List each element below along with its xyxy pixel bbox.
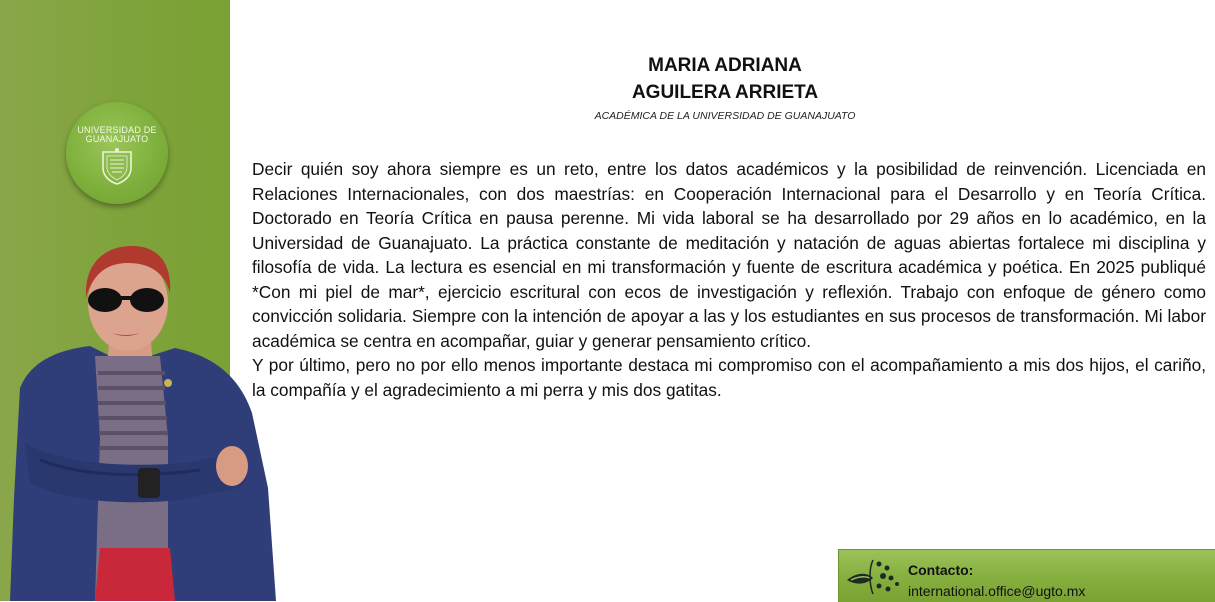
bio-paragraph-1: Decir quién soy ahora siempre es un reto, entre los datos académicos y la posibilidad de reinvención. Licenciada en Relaciones Internacionales, con dos maestrías: en Cooperación Internacional para el Desarrollo y en Teoría Crítica. Doctorado en Teoría Crítica en pausa perenne. Mi vida laboral se ha desarrollado por 29 años en lo académico, en la Universidad de Guanajuato. La práctica constante de meditación y natación de aguas abiertas fortalece mi disciplina y filosofía de vida. La lectura es esencial en mi transformación y fuente de escritura académica y poética. En 2025 publiqué *Con mi piel de mar*, ejercicio escritural con ecos de investigación y reflexión. Trabajo con enfoque de género como convicción solidaria. Siempre con la intención de apoyar a las y los estudiantes en sus procesos de transformación. Mi labor académica se centra en acompañar, guiar y generar pensamiento crítico. xyxy=(252,159,1206,351)
profile-role: ACADÉMICA DE LA UNIVERSIDAD DE GUANAJUATO xyxy=(594,110,856,122)
contact-email[interactable]: international.office@ugto.mx xyxy=(908,583,1086,599)
bio-paragraph-2: Y por último, pero no por ello menos importante destaca mi compromiso con el acompañamiento a mis dos hijos, el cariño, la compañía y el agradecimiento a mi perra y mis dos gatitas. xyxy=(252,355,1206,400)
seal-text-line1: UNIVERSIDAD DE xyxy=(77,125,157,135)
profile-name-line1: MARIA ADRIANA xyxy=(648,55,802,76)
biography-text xyxy=(252,157,1206,402)
profile-name-line2: AGUILERA ARRIETA xyxy=(631,82,819,103)
seal-text xyxy=(66,126,168,144)
portrait-photo xyxy=(0,238,280,601)
university-seal-logo xyxy=(66,102,168,204)
seal-text-line2: GUANAJUATO xyxy=(85,134,149,144)
contact-label: Contacto: xyxy=(908,562,974,578)
contact-box xyxy=(838,549,1215,602)
shield-emblem-icon xyxy=(97,146,137,186)
ugto-international-logo-icon xyxy=(843,554,903,598)
